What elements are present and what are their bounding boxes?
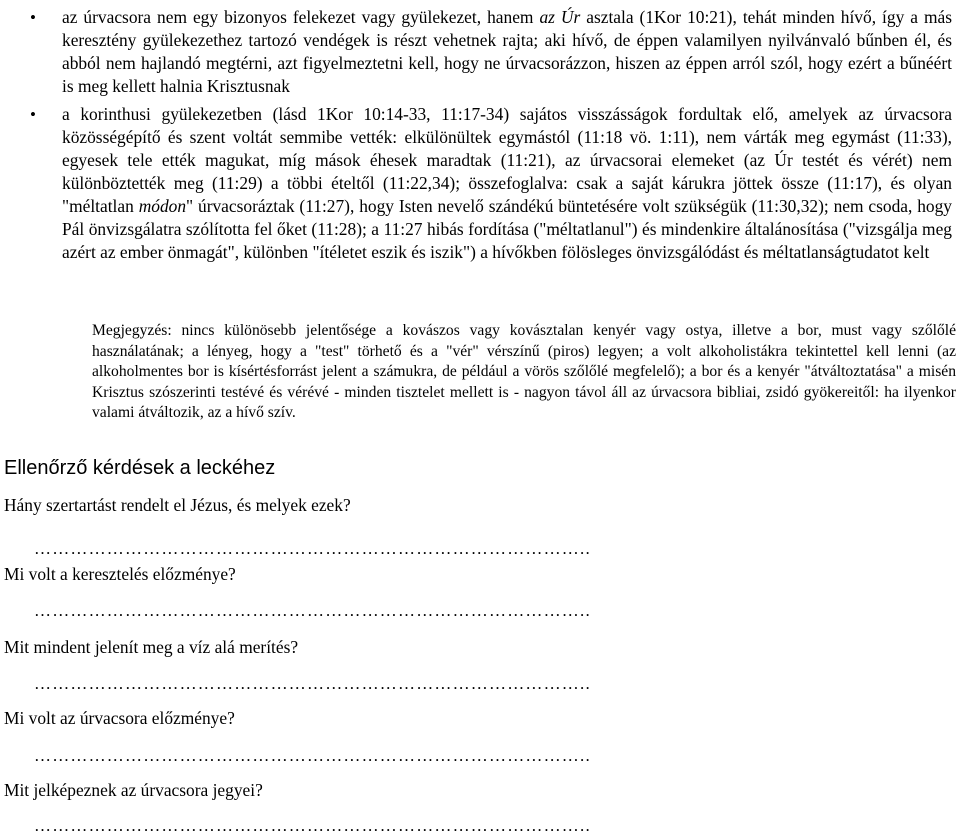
- answer-line[interactable]: ………………………………………………………………………………..: [34, 601, 591, 620]
- bullet-italic-text: az Úr: [539, 7, 581, 27]
- section-heading: Ellenőrző kérdések a leckéhez: [4, 457, 276, 479]
- answer-line[interactable]: ………………………………………………………………………………..: [34, 746, 591, 765]
- bullet-item: [0, 103, 960, 264]
- note-paragraph: Megjegyzés: nincs különösebb jelentősége a kovászos vagy kovásztalan kenyér vagy ostya, illetve a bor, must vagy szőlőlé használatának; a lényeg, hogy a "test" törhető és a "vér" vérszínű (piros) legyen; a volt alkoholistákra tekintettel kell lenni (az alkoholmentes bor is kísértésforrást jelent a számukra, de például a vörös szőlőlé megfelelő); a bor és a kenyér "átváltoztatása" a misén Krisztus szószerinti testévé és vérévé - minden tisztelet mellett is - nagyon távol áll az úrvacsora bibliai, zsidó gyökereitől: ha ilyenkor valami átváltozik, az a hívő szív.: [92, 322, 956, 422]
- question-text: Mi volt a keresztelés előzménye?: [4, 564, 236, 584]
- answer-line[interactable]: ………………………………………………………………………………..: [34, 674, 591, 693]
- answer-line[interactable]: ………………………………………………………………………………..: [34, 816, 591, 835]
- question-text: Mi volt az úrvacsora előzménye?: [4, 708, 235, 728]
- bullet-text: az úrvacsora nem egy bizonyos felekezet vagy gyülekezet, hanem: [62, 7, 540, 27]
- bullet-italic-text: módon: [138, 196, 187, 216]
- question-text: Mit jelképeznek az úrvacsora jegyei?: [4, 780, 263, 800]
- answer-line[interactable]: ………………………………………………………………………………..: [34, 539, 591, 558]
- bullet-item: [0, 6, 960, 98]
- bullet-text-continued: asztala (1Kor 10:21), tehát minden hívő, így a más keresztény gyülekezethez tartozó vendégek is részt vehetnek rajta; aki hívő, de éppen valamilyen nyilvánvaló bűnben él, és abból nem hajlandó megtérni, azt figyelmeztetni kell, hogy ne úrvacsorázzon, hiszen az éppen arról szól, hogy ezért a bűnéért is meg kellett halnia Krisztusnak: [62, 7, 952, 96]
- bullet-text-continued: " úrvacsoráztak (11:27), hogy Isten nevelő szándékú büntetésére volt szükségük (11:30,32); nem csoda, hogy Pál önvizsgálatra szólította fel őket (11:28); a 11:27 hibás fordítása ("méltatlanul") és mindenkire általánosítása ("vizsgálja meg azért az ember önmagát", különben "ítéletet eszik és iszik") a hívőkben fölösleges önvizsgálódást és méltatlanságtudatot kelt: [62, 196, 952, 262]
- bullet-marker: •: [30, 8, 36, 27]
- bullet-marker: •: [30, 105, 36, 124]
- question-text: Mit mindent jelenít meg a víz alá merítés?: [4, 637, 299, 657]
- question-text: Hány szertartást rendelt el Jézus, és melyek ezek?: [4, 495, 351, 515]
- bullet-text: a korinthusi gyülekezetben (lásd 1Kor 10:14-33, 11:17-34) sajátos visszásságok fordultak elő, amelyek az úrvacsora közösségépítő és szent voltát semmibe vették: elkülönültek egymástól (11:18 vö. 1:11), nem várták meg egymást (11:33), egyesek tele ették magukat, míg mások éhesek maradtak (11:21), az úrvacsorai elemeket (az Úr testét és vérét) nem különböztették meg (11:29) a többi ételtől (11:22,34); összefoglalva: csak a saját kárukra jöttek össze (11:17), és olyan "méltatlan: [62, 104, 952, 216]
